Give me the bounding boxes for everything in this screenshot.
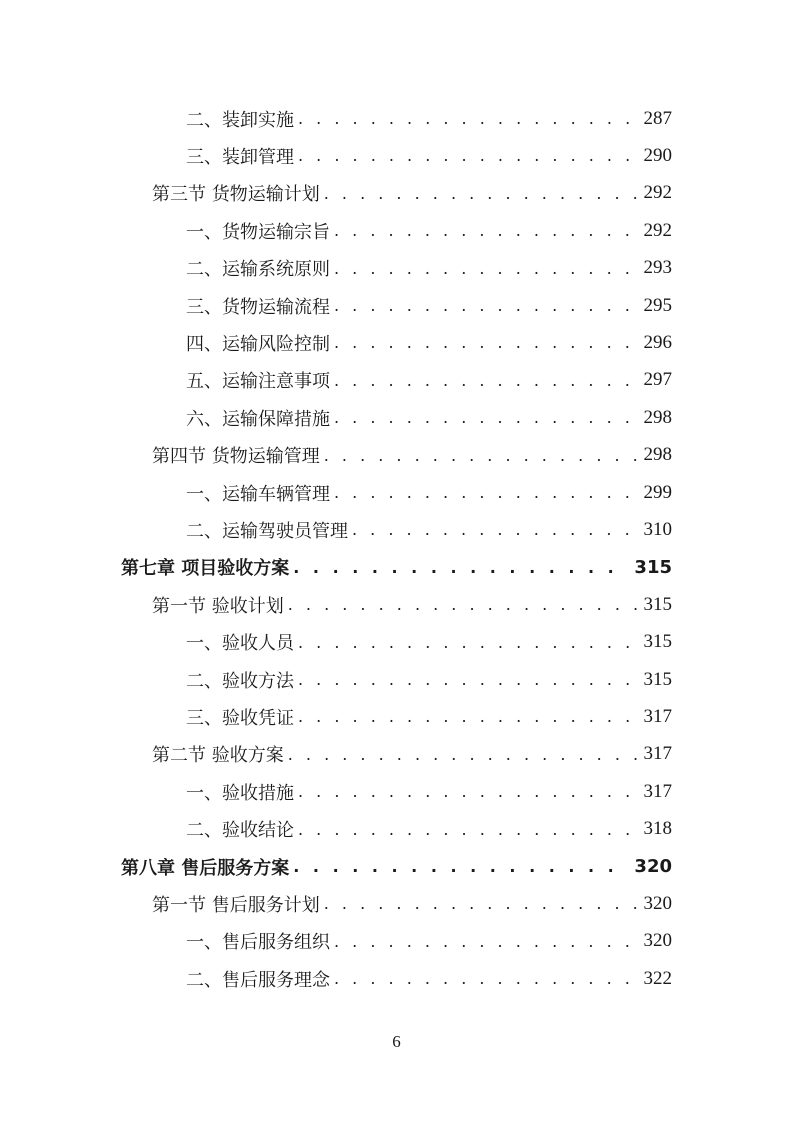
toc-entry-title: 二、验收结论 bbox=[186, 820, 294, 842]
toc-entry-page: 320 bbox=[634, 856, 672, 877]
toc-section-entry[interactable] bbox=[152, 437, 672, 474]
toc-entry-title: 二、运输系统原则 bbox=[186, 259, 330, 281]
toc-chapter-entry[interactable] bbox=[121, 549, 672, 586]
toc-subsection-entry[interactable] bbox=[186, 773, 672, 810]
toc-entry-page: 292 bbox=[643, 182, 672, 204]
toc-entry-title: 二、售后服务理念 bbox=[186, 969, 330, 991]
toc-dot-leader bbox=[324, 894, 638, 913]
toc-section-entry[interactable] bbox=[152, 586, 672, 623]
toc-dot-leader bbox=[334, 371, 638, 390]
toc-entry-page: 317 bbox=[643, 780, 672, 802]
toc-dot-leader bbox=[298, 670, 638, 689]
toc-entry-title: 三、货物运输流程 bbox=[186, 296, 330, 318]
toc-entry-page: 299 bbox=[643, 481, 672, 503]
toc-entry-title: 第一节 售后服务计划 bbox=[152, 894, 320, 916]
toc-dot-leader bbox=[334, 932, 638, 951]
toc-subsection-entry[interactable] bbox=[186, 137, 672, 174]
toc-entry-page: 287 bbox=[643, 107, 672, 129]
toc-dot-leader bbox=[352, 520, 638, 539]
toc-entry-page: 293 bbox=[643, 257, 672, 279]
toc-section-entry[interactable] bbox=[152, 175, 672, 212]
toc-entry-title: 第二节 验收方案 bbox=[152, 745, 284, 767]
toc-subsection-entry[interactable] bbox=[186, 661, 672, 698]
toc-entry-page: 297 bbox=[643, 369, 672, 391]
toc-dot-leader bbox=[298, 146, 638, 165]
toc-dot-leader bbox=[288, 745, 638, 764]
toc-entry-title: 二、装卸实施 bbox=[186, 109, 294, 131]
toc-entry-page: 320 bbox=[643, 930, 672, 952]
toc-entry-page: 295 bbox=[643, 294, 672, 316]
toc-dot-leader bbox=[334, 483, 638, 502]
toc-chapter-entry[interactable] bbox=[121, 848, 672, 885]
toc-entry-title: 一、运输车辆管理 bbox=[186, 483, 330, 505]
toc-entry-page: 292 bbox=[643, 219, 672, 241]
toc-entry-page: 320 bbox=[643, 892, 672, 914]
toc-dot-leader bbox=[334, 296, 638, 315]
toc-subsection-entry[interactable] bbox=[186, 250, 672, 287]
toc-subsection-entry[interactable] bbox=[186, 698, 672, 735]
toc-dot-leader bbox=[298, 782, 638, 801]
toc-entry-page: 310 bbox=[643, 518, 672, 540]
toc-dot-leader bbox=[288, 595, 638, 614]
toc-entry-title: 一、货物运输宗旨 bbox=[186, 221, 330, 243]
toc-subsection-entry[interactable] bbox=[186, 324, 672, 361]
toc-dot-leader bbox=[334, 333, 638, 352]
toc-entry-title: 二、验收方法 bbox=[186, 670, 294, 692]
toc-entry-title: 第一节 验收计划 bbox=[152, 595, 284, 617]
toc-dot-leader bbox=[298, 633, 638, 652]
toc-entry-page: 318 bbox=[643, 818, 672, 840]
toc-subsection-entry[interactable] bbox=[186, 624, 672, 661]
toc-subsection-entry[interactable] bbox=[186, 287, 672, 324]
toc-subsection-entry[interactable] bbox=[186, 474, 672, 511]
toc-subsection-entry[interactable] bbox=[186, 811, 672, 848]
toc-dot-leader bbox=[298, 820, 638, 839]
page-number: 6 bbox=[392, 1032, 401, 1051]
toc-dot-leader bbox=[334, 408, 638, 427]
toc-entry-title: 第四节 货物运输管理 bbox=[152, 446, 320, 468]
toc-subsection-entry[interactable] bbox=[186, 511, 672, 548]
toc-entry-page: 322 bbox=[643, 967, 672, 989]
toc-dot-leader bbox=[334, 259, 638, 278]
toc-entry-page: 290 bbox=[643, 144, 672, 166]
toc-entry-title: 三、验收凭证 bbox=[186, 707, 294, 729]
toc-entry-page: 315 bbox=[643, 593, 672, 615]
toc-entry-title: 一、验收人员 bbox=[186, 633, 294, 655]
toc-dot-leader bbox=[298, 109, 638, 128]
toc-entry-title: 六、运输保障措施 bbox=[186, 408, 330, 430]
toc-dot-leader bbox=[293, 558, 628, 577]
toc-subsection-entry[interactable] bbox=[186, 212, 672, 249]
toc-entry-title: 三、装卸管理 bbox=[186, 146, 294, 168]
toc-subsection-entry[interactable] bbox=[186, 100, 672, 137]
toc-subsection-entry[interactable] bbox=[186, 960, 672, 997]
toc-dot-leader bbox=[334, 969, 638, 988]
toc-subsection-entry[interactable] bbox=[186, 399, 672, 436]
toc-entry-title: 第七章 项目验收方案 bbox=[121, 558, 290, 580]
toc-dot-leader bbox=[298, 707, 638, 726]
toc-entry-title: 第三节 货物运输计划 bbox=[152, 184, 320, 206]
toc-entry-page: 317 bbox=[643, 705, 672, 727]
toc-entry-page: 296 bbox=[643, 331, 672, 353]
toc-entry-page: 315 bbox=[643, 668, 672, 690]
toc-dot-leader bbox=[334, 221, 638, 240]
toc-entry-page: 298 bbox=[643, 406, 672, 428]
toc-entry-title: 五、运输注意事项 bbox=[186, 371, 330, 393]
toc-section-entry[interactable] bbox=[152, 885, 672, 922]
toc-entry-page: 315 bbox=[634, 556, 672, 578]
toc-subsection-entry[interactable] bbox=[186, 362, 672, 399]
toc-entry-page: 317 bbox=[643, 743, 672, 765]
toc-entry-page: 315 bbox=[643, 631, 672, 653]
toc-entry-title: 四、运输风险控制 bbox=[186, 333, 330, 355]
toc-subsection-entry[interactable] bbox=[186, 923, 672, 960]
toc-entry-title: 一、售后服务组织 bbox=[186, 932, 330, 954]
toc-entry-title: 第八章 售后服务方案 bbox=[121, 857, 290, 879]
toc-entry-page: 298 bbox=[643, 444, 672, 466]
toc-dot-leader bbox=[293, 857, 628, 876]
toc-section-entry[interactable] bbox=[152, 736, 672, 773]
toc-dot-leader bbox=[324, 446, 638, 465]
toc-dot-leader bbox=[324, 184, 638, 203]
toc-entry-title: 二、运输驾驶员管理 bbox=[186, 520, 348, 542]
toc-entry-title: 一、验收措施 bbox=[186, 782, 294, 804]
